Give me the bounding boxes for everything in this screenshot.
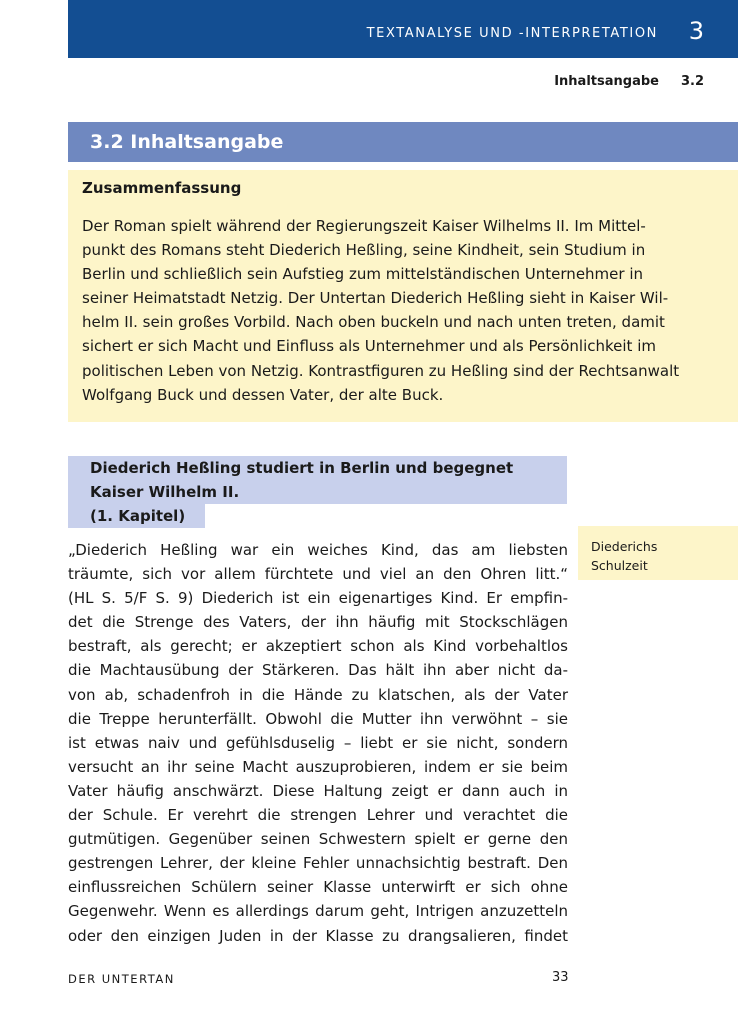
page-number: 33 [552, 970, 569, 985]
summary-box [68, 170, 738, 422]
section-heading-bar [68, 122, 738, 162]
margin-note-line: Schulzeit [591, 557, 648, 573]
summary-line: politischen Leben von Netzig. Kontrastfiguren zu Heßling sind der Rechtsanwalt [82, 361, 680, 380]
subsection-heading-line: (1. Kapitel) [68, 504, 205, 528]
body-line: Gegenwehr. Wenn es allerdings darum geht, Intrigen anzuzetteln [68, 902, 568, 921]
summary-line: helm II. sein großes Vorbild. Nach oben buckeln und nach unten treten, damit [82, 313, 665, 332]
body-line: bestraft, als gerecht; er akzeptiert schon als Kind vorbehaltlos [68, 637, 568, 656]
body-line: ist etwas naiv und gefühlsduselig – liebt er sie nicht, sondern [68, 733, 568, 752]
body-line: versucht an ihr seine Macht auszuprobieren, indem er sie beim [68, 757, 568, 776]
subsection-heading-line: Kaiser Wilhelm II. [68, 480, 567, 504]
subsection-heading [68, 456, 567, 528]
running-title: Inhaltsangabe [554, 74, 659, 89]
summary-heading: Zusammenfassung [82, 179, 242, 197]
body-line: die Treppe herunterfällt. Obwohl die Mutter ihn verwöhnt – sie [68, 709, 568, 728]
section-title: 3.2 Inhaltsangabe [90, 131, 284, 153]
body-line: von ab, schadenfroh in die Hände zu klatschen, als der Vater [68, 685, 568, 704]
summary-line: Der Roman spielt während der Regierungszeit Kaiser Wilhelms II. Im Mittel- [82, 217, 646, 235]
body-text [68, 538, 568, 948]
body-line: „Diederich Heßling war ein weiches Kind, das am liebsten [68, 541, 568, 559]
summary-line: punkt des Romans steht Diederich Heßling, seine Kindheit, sein Studium in [82, 241, 646, 260]
body-line: träumte, sich vor allem fürchtete und viel an den Ohren litt.“ [68, 565, 568, 584]
summary-line: Wolfgang Buck und dessen Vater, der alte Buck. [82, 385, 444, 404]
chapter-number: 3 [688, 17, 704, 45]
body-line: gestrengen Lehrer, der kleine Fehler unnachsichtig bestraft. Den [68, 854, 568, 873]
body-line: einflussreichen Schülern seiner Klasse unterwirft er sich ohne [68, 878, 568, 897]
body-line: (HL S. 5/F S. 9) Diederich ist ein eigenartiges Kind. Er empfin- [68, 589, 568, 608]
body-line: det die Strenge des Vaters, der ihn häufig mit Stockschlägen [68, 613, 568, 632]
running-number: 3.2 [680, 74, 704, 89]
body-line: der Schule. Er verehrt die strengen Lehrer und verachtet die [68, 806, 568, 825]
chapter-title: TEXTANALYSE UND -INTERPRETATION [366, 26, 658, 41]
summary-line: seiner Heimatstadt Netzig. Der Untertan Diederich Heßling sieht in Kaiser Wil- [82, 289, 669, 308]
body-line: Vater häufig anschwärzt. Diese Haltung zeigt er dann auch in [68, 781, 568, 800]
running-header [554, 74, 704, 89]
summary-text [82, 214, 712, 407]
body-line: die Machtausübung der Stärkeren. Das hält ihn aber nicht da- [68, 661, 568, 680]
summary-line: Berlin und schließlich sein Aufstieg zum mittelständischen Unternehmer in [82, 265, 643, 284]
margin-note [578, 526, 738, 580]
summary-line: sichert er sich Macht und Einfluss als Unternehmer und als Persönlichkeit im [82, 337, 656, 356]
margin-note-line: Diederichs [591, 539, 658, 554]
footer-book-title: DER UNTERTAN [68, 972, 175, 986]
body-line: oder den einzigen Juden in der Klasse zu drangsalieren, findet [68, 926, 568, 945]
subsection-heading-line: Diederich Heßling studiert in Berlin und begegnet [68, 456, 567, 480]
body-line: gutmütigen. Gegenüber seinen Schwestern spielt er gerne den [68, 830, 568, 849]
chapter-header-bar [68, 0, 738, 58]
